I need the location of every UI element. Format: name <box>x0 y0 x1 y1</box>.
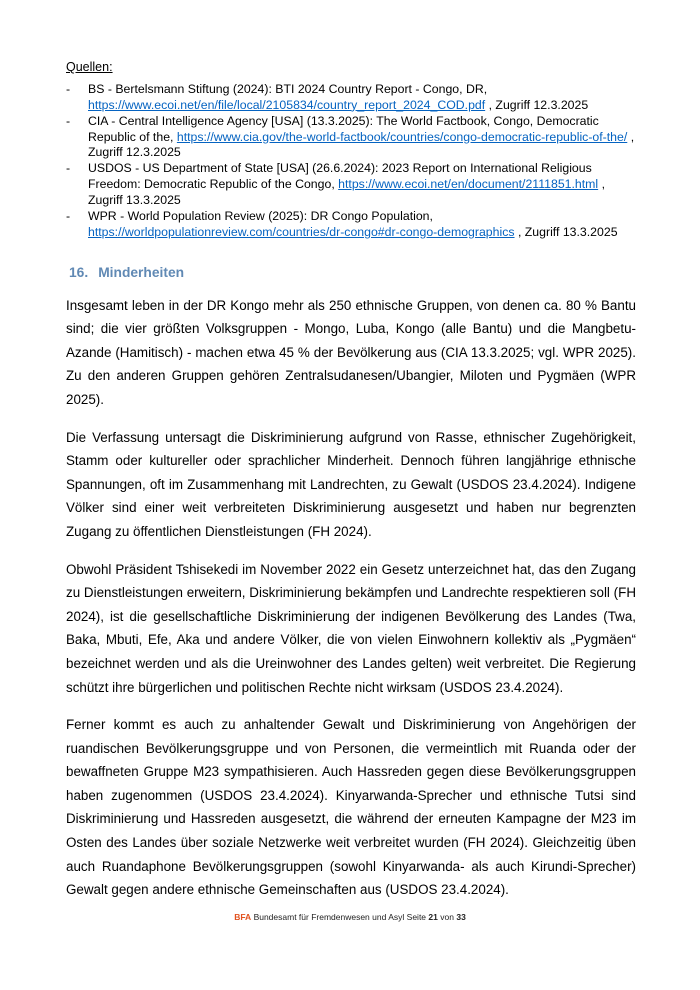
source-link[interactable]: https://worldpopulationreview.com/countries/dr-congo#dr-congo-demographics <box>88 224 515 239</box>
source-text <box>88 82 636 114</box>
source-link[interactable]: https://www.cia.gov/the-world-factbook/countries/congo-democratic-republic-of-the/ <box>176 129 628 144</box>
source-item <box>66 209 636 241</box>
body-paragraph-2: Die Verfassung untersagt die Diskriminierung aufgrund von Rasse, ethnischer Zugehörigkeit, Stamm oder kultureller oder sprachlicher Minderheit. Dennoch führen langjährige ethnische Spannungen, oft im Zusammenhang mit Landrechten, zu Gewalt (USDOS 23.4.2024). Indigene Völker sind einer weit verbreiteten Diskriminierung ausgesetzt und haben nur begrenzten Zugang zu öffentlichen Dienstleistungen (FH 2024). <box>66 429 636 539</box>
bullet-dash: - <box>66 161 71 176</box>
source-post-text: , Zugriff 13.3.2025 <box>88 177 605 208</box>
page-content <box>66 60 636 902</box>
source-text <box>88 209 636 241</box>
source-item <box>66 82 636 114</box>
source-link[interactable]: https://www.ecoi.net/en/file/local/2105834/country_report_2024_COD.pdf <box>88 97 486 112</box>
source-post-text: , Zugriff 12.3.2025 <box>488 97 589 112</box>
section-heading <box>66 265 636 280</box>
source-pre-text: USDOS - US Department of State [USA] (26.6.2024): 2023 Report on International Religious Freedom: Democratic Republic of the Congo, <box>88 161 592 192</box>
bullet-dash: - <box>66 208 71 223</box>
source-pre-text: BS - Bertelsmann Stiftung (2024): BTI 2024 Country Report - Congo, DR, <box>88 82 488 96</box>
source-item <box>66 161 636 209</box>
sources-list <box>66 82 636 241</box>
sources-heading: Quellen: <box>66 60 113 74</box>
footer-page-total: 33 <box>456 912 466 922</box>
section-number: 16. <box>69 264 89 280</box>
page-footer <box>0 912 700 922</box>
footer-page-label: Seite <box>406 912 427 922</box>
bullet-dash: - <box>66 113 71 128</box>
footer-of-label: von <box>440 912 454 922</box>
body-paragraph-3: Obwohl Präsident Tshisekedi im November 2022 ein Gesetz unterzeichnet hat, das den Zugang zu Dienstleistungen erweitern, Diskriminierung bekämpfen und Landrechte respektieren soll (FH 2024), ist die gesellschaftliche Diskriminierung der indigenen Bevölkerung des Landes (Twa, Baka, Mbuti, Efe, Aka und andere Völker, die von vielen Einwohnern kollektiv als „Pygmäen“ bezeichnet werden und als die Ureinwohner des Landes gelten) weit verbreitet. Die Regierung schützt ihre bürgerlichen und politischen Rechte nicht wirksam (USDOS 23.4.2024). <box>66 561 636 695</box>
bullet-dash: - <box>66 82 71 96</box>
footer-org-name: Bundesamt für Fremdenwesen und Asyl <box>253 912 405 922</box>
body-paragraph-4: Ferner kommt es auch zu anhaltender Gewalt und Diskriminierung von Angehörigen der ruandischen Bevölkerungsgruppe und von Personen, die vermeintlich mit Ruanda oder der bewaffneten Gruppe M23 sympathisieren. Auch Hassreden gegen diese Bevölkerungsgruppen haben zugenommen (USDOS 23.4.2024). Kinyarwanda-Sprecher und ethnische Tutsi sind Diskriminierung und Hassreden ausgesetzt, die während der erneuten Kampagne der M23 im Osten des Landes über soziale Netzwerke weit verbreitet wurden (FH 2024). Gleichzeitig üben auch Ruandaphone Bevölkerungsgruppen (sowohl Kinyarwanda- als auch Kirundi-Sprecher) Gewalt gegen andere ethnische Gemeinschaften aus (USDOS 23.4.2024). <box>66 717 636 898</box>
source-pre-text: CIA - Central Intelligence Agency [USA] (13.3.2025): The World Factbook, Congo, Democratic Republic of the, <box>88 113 599 144</box>
source-text <box>88 161 636 209</box>
footer-page-number: 21 <box>428 912 438 922</box>
body-paragraph-1: Insgesamt leben in der DR Kongo mehr als 250 ethnische Gruppen, von denen ca. 80 % Bantu sind; die vier größten Volksgruppen - Mongo, Luba, Kongo (alle Bantu) und die Mangbetu-Azande (Hamitisch) - machen etwa 45 % der Bevölkerung aus (CIA 13.3.2025; vgl. WPR 2025). Zu den anderen Gruppen gehören Zentralsudanesen/Ubangier, Miloten und Pygmäen (WPR 2025). <box>66 297 636 407</box>
source-pre-text: WPR - World Population Review (2025): DR Congo Population, <box>88 208 433 223</box>
section-title: Minderheiten <box>98 264 185 280</box>
source-link[interactable]: https://www.ecoi.net/en/document/2111851.html <box>338 177 599 192</box>
source-item <box>66 114 636 162</box>
source-post-text: , Zugriff 13.3.2025 <box>517 224 618 239</box>
footer-org-abbr: BFA <box>234 912 252 922</box>
source-post-text: , Zugriff 12.3.2025 <box>88 129 635 160</box>
source-text <box>88 114 636 162</box>
